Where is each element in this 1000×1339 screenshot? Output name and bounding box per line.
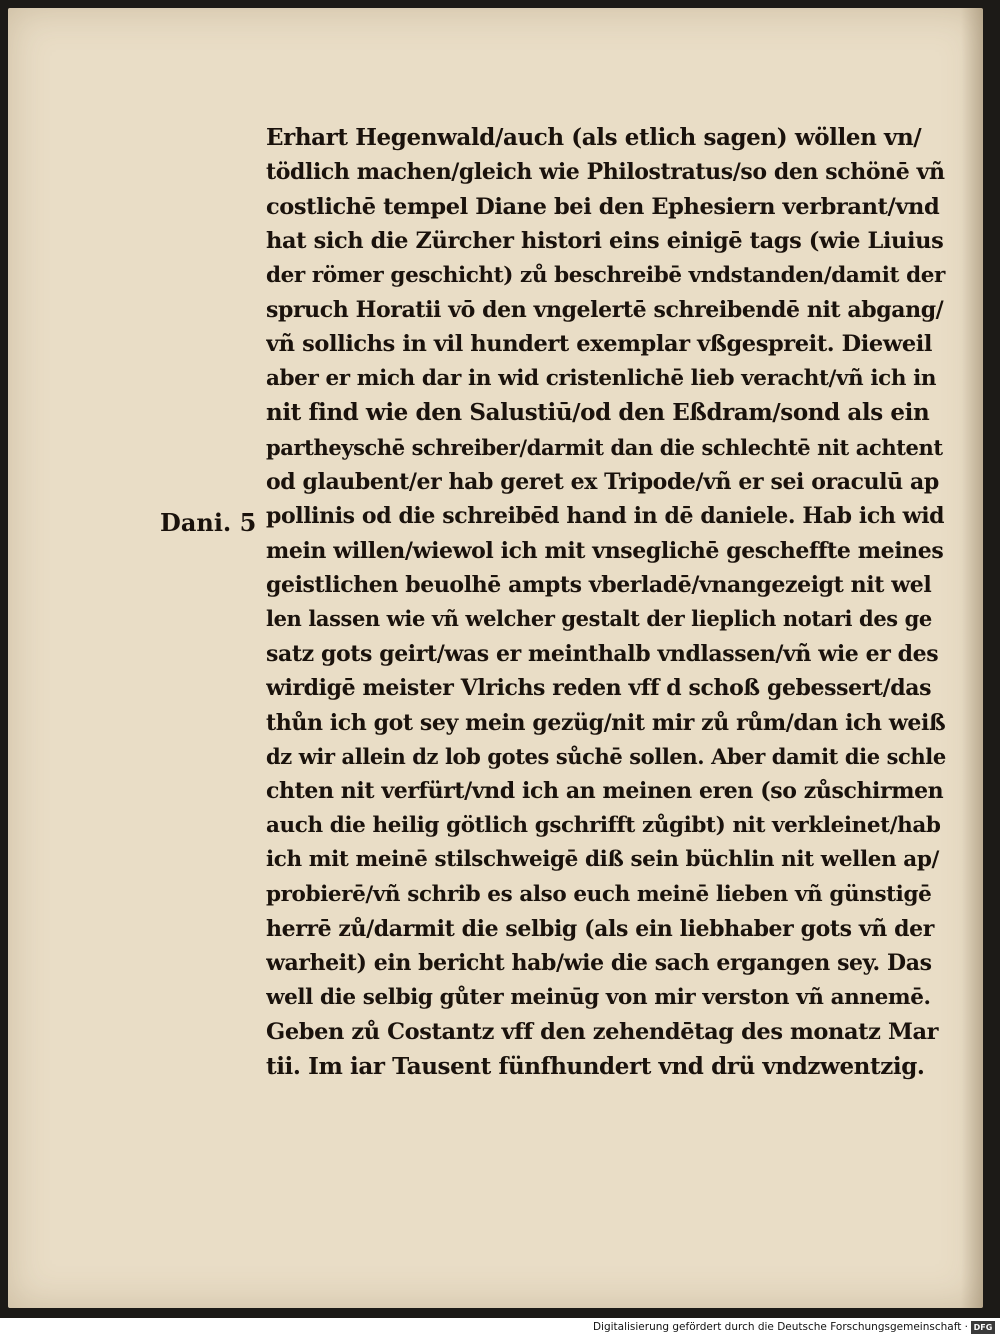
text-line: tii. Im iar Tausent fünfhundert vnd drü vndzwentzig.	[266, 1052, 925, 1080]
text-line: herrē zů/darmit die selbig (als ein liebhaber gots vñ der	[266, 915, 934, 942]
text-line: mein willen/wiewol ich mit vnseglichē gescheffte meines	[266, 537, 944, 564]
text-line: pollinis od die schreibēd hand in dē daniele. Hab ich wid	[266, 503, 945, 530]
text-line: thůn ich got sey mein gezüg/nit mir zů rům/dan ich weiß	[266, 709, 946, 736]
footer-bar	[0, 1318, 1000, 1339]
text-line: wirdigē meister Vlrichs reden vff d schoß gebessert/das	[266, 675, 932, 702]
text-line: well die selbig gůter meinūg von mir verston vñ annemē.	[266, 984, 931, 1010]
text-line: satz gots geirt/was er meinthalb vndlassen/vñ wie er des	[266, 640, 939, 667]
text-line: probierē/vñ schrib es also euch meinē lieben vñ günstigē	[266, 881, 932, 907]
text-line: od glaubent/er hab geret ex Tripode/vñ er sei oraculū ap	[266, 468, 939, 495]
text-line: nit find wie den Salustiū/od den Eßdram/sond als ein	[266, 399, 930, 427]
text-line: geistlichen beuolhē ampts vberladē/vnangezeigt nit wel	[266, 572, 932, 599]
text-line: spruch Horatii vō den vngelertē schreibendē nit abgang/	[266, 296, 944, 323]
text-line: chten nit verfürt/vnd ich an meinen eren (so zůschirmen	[266, 778, 944, 805]
text-line: Erhart Hegenwald/auch (als etlich sagen) wöllen vn/	[266, 124, 922, 151]
text-line: vñ sollichs in vil hundert exemplar vßgespreit. Dieweil	[266, 331, 933, 358]
text-line: aber er mich dar in wid cristenlichē lieb veracht/vñ ich in	[266, 365, 937, 391]
text-line: tödlich machen/gleich wie Philostratus/so den schönē vñ	[266, 159, 945, 186]
text-line: hat sich die Zürcher histori eins einigē tags (wie Liuius	[266, 228, 944, 255]
text-line: dz wir allein dz lob gotes sůchē sollen. Aber damit die schle	[266, 744, 946, 770]
dfg-logo-icon: DFG	[971, 1321, 995, 1334]
margin-note: Dani. 5	[160, 508, 257, 537]
page-text-block	[266, 121, 946, 1084]
text-line: Geben zů Costantz vff den zehendētag des monatz Mar	[266, 1019, 939, 1046]
text-line: len lassen wie vñ welcher gestalt der lieplich notari des ge	[266, 606, 932, 632]
text-line: partheyschē schreiber/darmit dan die schlechtē nit achtent	[266, 434, 943, 460]
text-line: ich mit meinē stilschweigē diß sein büchlin nit wellen ap/	[266, 847, 939, 873]
text-line: der römer geschicht) zů beschreibē vndstanden/damit der	[266, 262, 945, 288]
text-line: warheit) ein bericht hab/wie die sach ergangen sey. Das	[266, 950, 932, 977]
text-line: auch die heilig götlich gschrifft zůgibt) nit verkleinet/hab	[266, 812, 941, 838]
text-line: costlichē tempel Diane bei den Ephesiern verbrant/vnd	[266, 193, 940, 220]
book-page	[8, 8, 983, 1308]
funding-credit: Digitalisierung gefördert durch die Deutsche Forschungsgemeinschaft ·	[592, 1321, 968, 1333]
